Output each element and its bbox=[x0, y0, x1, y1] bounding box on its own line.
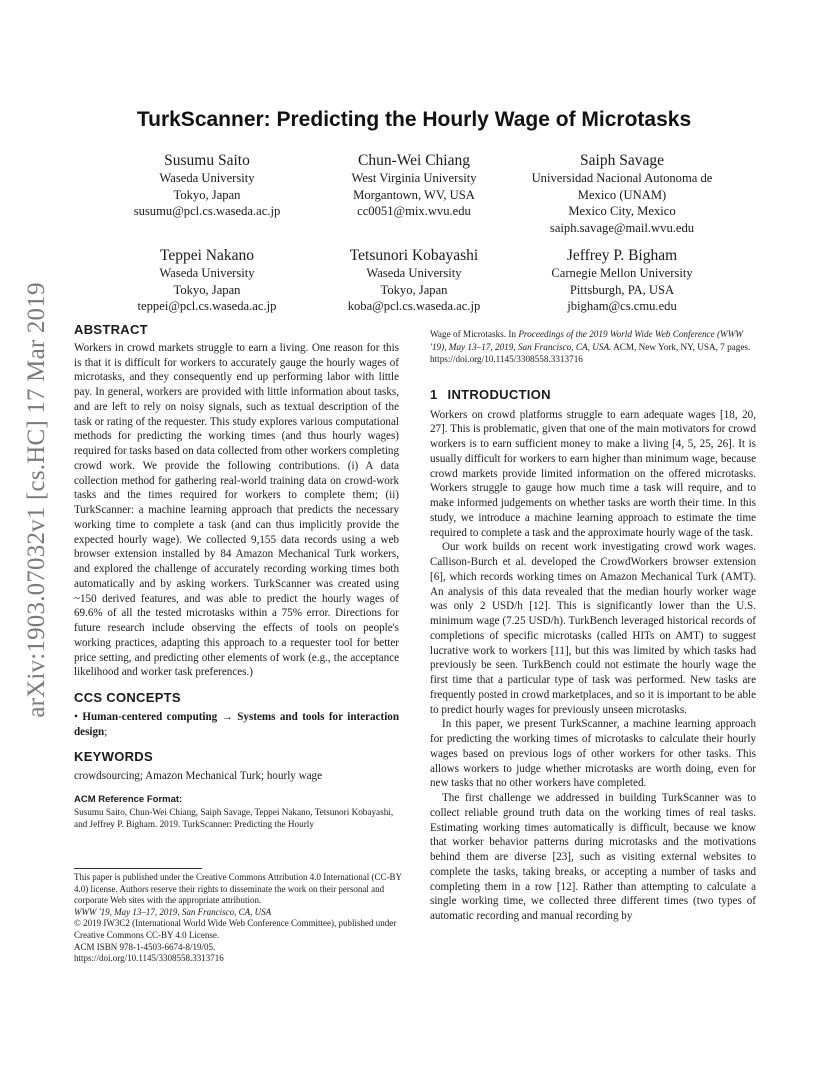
footnote-copyright: © 2019 IW3C2 (International World Wide Web Conference Committee), published under Creative Commons CC-BY 4.0 License. bbox=[74, 918, 397, 940]
author-affiliation: Waseda University bbox=[366, 266, 462, 280]
author-block bbox=[87, 246, 327, 315]
acm-ref-cont-before: Wage of Microtasks. In bbox=[430, 329, 519, 339]
abstract-text: Workers in crowd markets struggle to earn a living. One reason for this is that it is difficult for workers to accurately gauge the hourly wages of microtasks, and they consequently end up performing labor with little pay. In general, workers are provided with little information about tasks, and are left to rely on noisy signals, such as textual description of the task or rating of the requester. This study explores various computational methods for predicting the working times (and thus hourly wages) required for tasks based on data collected from other workers completing crowd work. We provide the following contributions. (i) A data collection method for gathering real-world training data on crowd-work tasks and the times required for workers to complete them; (ii) TurkScanner: a machine learning approach that predicts the necessary working time to complete a task (and can thus implicitly provide the expected hourly wage). We collected 9,155 data records using a web browser extension installed by 84 Amazon Mechanical Turk workers, and explored the challenge of accurately recording working times both automatically and by asking workers. TurkScanner was created using ~150 derived features, and was able to predict the hourly wages of 69.6% of all the tested microtasks within a 75% error. Directions for future research include observing the effects of tools on people's working practices, adapting this approach to a requester tool for better price setting, and predicting other elements of work (e.g., the acceptance likelihood and worker task preferences.) bbox=[74, 341, 399, 679]
author-affiliation: Waseda University bbox=[159, 266, 255, 280]
author-email: jbigham@cs.cmu.edu bbox=[567, 299, 677, 313]
author-email: cc0051@mix.wvu.edu bbox=[357, 204, 471, 218]
author-block bbox=[87, 151, 327, 220]
acm-ref-continuation bbox=[430, 328, 756, 366]
intro-number: 1 bbox=[430, 386, 438, 402]
ccs-end: ; bbox=[104, 725, 108, 738]
intro-paragraph: Our work builds on recent work investigating crowd work wages. Callison-Burch et al. developed the CrowdWorkers browser extension [6], which records working times on Amazon Mechanical Turk (AMT). An analysis of this data revealed that the median hourly worker wage was only 2 USD/h [12]. This is significantly lower than the U.S. minimum wage (7.25 USD/h). TurkBench leveraged historical records of completions of specific microtasks (called HITs on AMT) to suggest lucrative work to workers [11], but this was limited by which tasks had previously be seen. TurkBench could not estimate the hourly wage the first time that a particular type of task was performed. New tasks are frequently posted in crowd marketplaces, and so it is important to be able to predict hourly wages for previously unseen microtasks. bbox=[430, 541, 756, 716]
left-column bbox=[74, 323, 399, 831]
intro-heading bbox=[430, 388, 756, 403]
author-affiliation: Universidad Nacional Autonoma de bbox=[531, 171, 713, 185]
author-name: Saiph Savage bbox=[580, 152, 664, 169]
author-email: koba@pcl.cs.waseda.ac.jp bbox=[347, 299, 481, 313]
ccs-bullet: • bbox=[74, 710, 78, 723]
author-affiliation: Waseda University bbox=[159, 171, 255, 185]
keywords-text: crowdsourcing; Amazon Mechanical Turk; hourly wage bbox=[74, 770, 323, 782]
author-location: Mexico City, Mexico bbox=[568, 204, 676, 218]
author-location: Tokyo, Japan bbox=[173, 282, 241, 297]
ccs-text bbox=[74, 710, 399, 740]
author-location: Pittsburgh, PA, USA bbox=[569, 282, 675, 297]
author-affiliation: Carnegie Mellon University bbox=[551, 266, 693, 280]
footnote-license: This paper is published under the Creative Commons Attribution 4.0 International (CC-BY 4.0) license. Authors reserve their rights to disseminate the work on their personal and corporate Web sites with the appropriate attribution. bbox=[74, 872, 402, 906]
ccs-subconcept: Systems and tools for interaction design bbox=[74, 710, 399, 738]
author-email: teppei@pcl.cs.waseda.ac.jp bbox=[137, 299, 277, 313]
acm-ref-heading: ACM Reference Format: bbox=[74, 793, 183, 805]
footnote bbox=[74, 872, 402, 965]
author-location: Morgantown, WV, USA bbox=[353, 187, 475, 202]
ccs-concept: Human-centered computing bbox=[82, 710, 218, 723]
author-name: Tetsunori Kobayashi bbox=[349, 247, 479, 264]
author-block bbox=[502, 246, 742, 315]
footnote-isbn: ACM ISBN 978-1-4503-6674-8/19/05. bbox=[74, 941, 216, 952]
abstract-heading: ABSTRACT bbox=[74, 322, 148, 337]
intro-paragraph: The first challenge we addressed in building TurkScanner was to collect reliable ground truth data on the working times of real tasks. Estimating working times automatically is difficult, because we know that worker behavior patterns during microtasks and the motivations behind them are diverse [23], such as visiting external websites to complete the tasks, taking breaks, or accepting a number of tasks and completing them in a row [12]. Rather than attempting to calculate a single working time, we collected three different times (two types of automatic recording and manual recording by bbox=[430, 792, 756, 923]
author-location: Tokyo, Japan bbox=[173, 187, 241, 202]
intro-title: INTRODUCTION bbox=[447, 386, 551, 402]
footnote-doi: https://doi.org/10.1145/3308558.3313716 bbox=[74, 953, 224, 964]
footnote-rule bbox=[74, 868, 202, 869]
author-affiliation-cont: Mexico (UNAM) bbox=[577, 187, 667, 202]
intro-paragraph: Workers on crowd platforms struggle to earn adequate wages [18, 20, 27]. This is problematic, given that one of the main motivators for crowd workers is to earn sufficient money to make a living [4, 5, 25, 26]. It is usually difficult for workers to earn higher than minimum wage, because crowd markets provide limited information on the offered microtasks. Workers struggle to gauge how much time a task will require, and to make informed judgements on whether tasks are worth their time. In this study, we introduce a machine learning approach to estimate the time required to complete a task and the approximate hourly wage of the task. bbox=[430, 408, 756, 539]
author-affiliation: West Virginia University bbox=[351, 171, 477, 185]
ccs-heading: CCS CONCEPTS bbox=[74, 690, 181, 705]
author-block bbox=[294, 151, 534, 220]
acm-ref-cont-after: ACM, New York, NY, USA, 7 pages. https://doi.org/10.1145/3308558.3313716 bbox=[430, 341, 751, 365]
ccs-arrow: → bbox=[221, 710, 233, 723]
paper-title: TurkScanner: Predicting the Hourly Wage of Microtasks bbox=[136, 108, 692, 131]
acm-ref-cont-italic: Proceedings of the 2019 World Wide Web Conference (WWW '19), May 13–17, 2019, San Francisco, CA, USA. bbox=[430, 329, 744, 352]
author-block bbox=[294, 246, 534, 315]
author-block bbox=[502, 151, 742, 236]
keywords-heading: KEYWORDS bbox=[74, 749, 153, 765]
right-column bbox=[430, 328, 756, 924]
author-location: Tokyo, Japan bbox=[380, 282, 448, 297]
arxiv-stamp bbox=[12, 260, 62, 740]
arxiv-stamp-text: arXiv:1903.07032v1 [cs.HC] 17 Mar 2019 bbox=[23, 282, 50, 718]
author-name: Susumu Saito bbox=[164, 152, 250, 169]
acm-ref-text: Susumu Saito, Chun-Wei Chiang, Saiph Savage, Teppei Nakano, Tetsunori Kobayashi, and Jeffrey P. Bigham. 2019. TurkScanner: Predicting the Hourly bbox=[74, 806, 394, 830]
author-email: saiph.savage@mail.wvu.edu bbox=[549, 220, 695, 235]
author-name: Teppei Nakano bbox=[159, 247, 255, 264]
author-name: Jeffrey P. Bigham bbox=[566, 247, 678, 264]
author-email: susumu@pcl.cs.waseda.ac.jp bbox=[133, 204, 281, 218]
intro-paragraph: In this paper, we present TurkScanner, a machine learning approach for predicting the working times of microtasks to calculate their hourly wages based on previous logs of other workers for other tasks. This allows workers to judge whether microtasks are worth doing, even for new tasks that no other workers have completed. bbox=[430, 718, 756, 790]
author-name: Chun-Wei Chiang bbox=[358, 152, 470, 169]
footnote-venue: WWW '19, May 13–17, 2019, San Francisco, CA, USA bbox=[74, 906, 272, 917]
